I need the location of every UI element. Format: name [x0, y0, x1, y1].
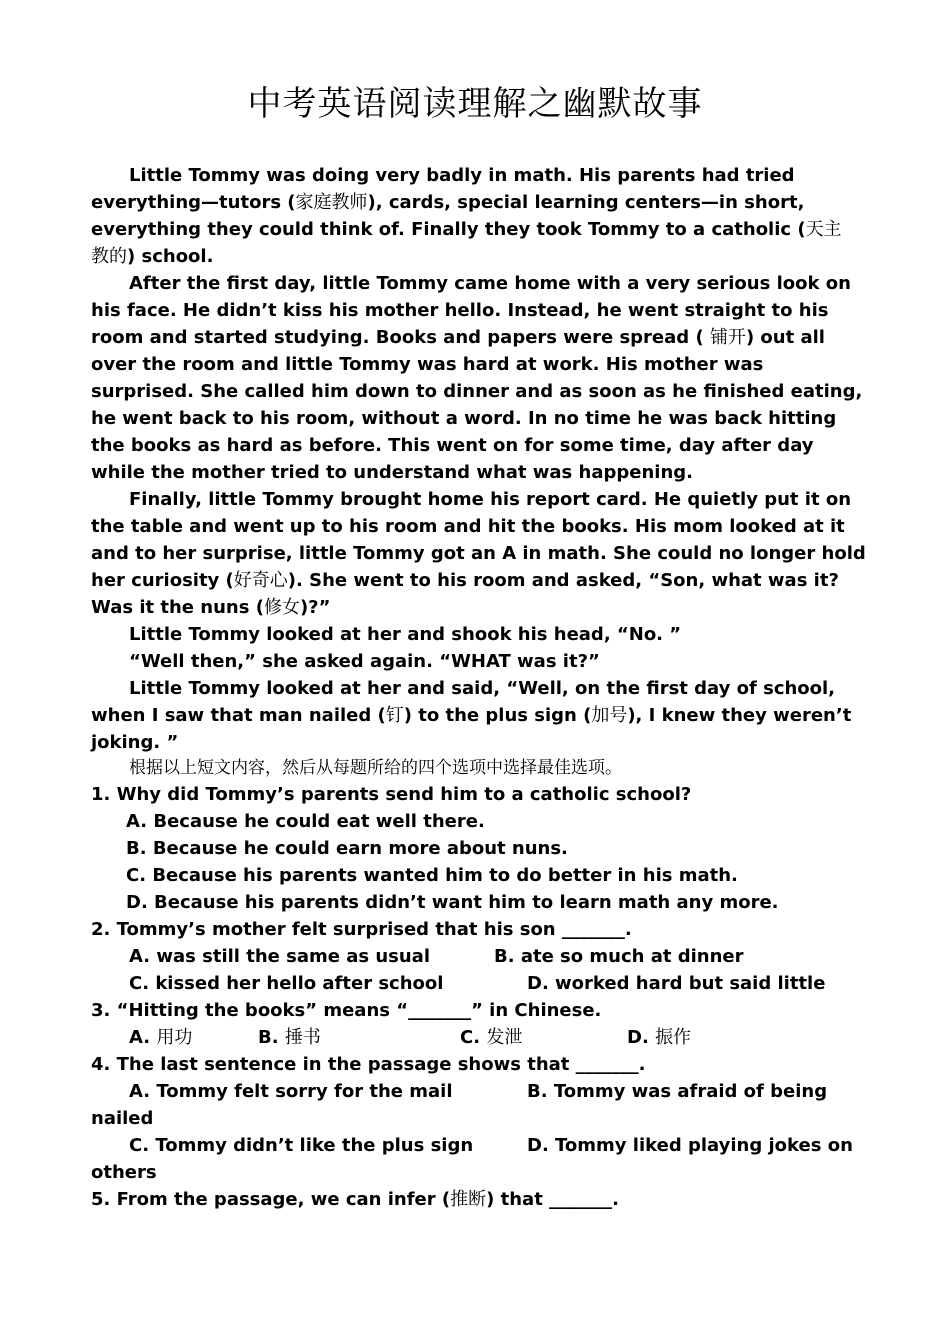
passage-line: the books as hard as before. This went on for some time, day after day: [91, 435, 814, 456]
instruction: 根据以上短文内容，然后从每题所给的四个选项中选择最佳选项。: [129, 758, 622, 778]
passage-line: Little Tommy looked at her and said, “Well, on the first day of school,: [129, 678, 836, 699]
passage-line: Was it the nuns (修女)?”: [91, 597, 331, 618]
question-option: A. Tommy felt sorry for the mail: [129, 1081, 453, 1102]
question-stem: 1. Why did Tommy’s parents send him to a catholic school?: [91, 784, 692, 805]
page-title: 中考英语阅读理解之幽默故事: [247, 84, 703, 124]
question-option: B. 捶书: [258, 1027, 321, 1048]
passage-line: Finally, little Tommy brought home his report card. He quietly put it on: [129, 489, 852, 510]
question-option: A. Because he could eat well there.: [126, 811, 485, 832]
question-option: C. Because his parents wanted him to do better in his math.: [126, 865, 738, 886]
question-option: B. Because he could earn more about nuns.: [126, 838, 568, 859]
question-option: A. 用功: [129, 1027, 193, 1048]
question-option: C. 发泄: [460, 1027, 523, 1048]
question-option: D. worked hard but said little: [527, 973, 826, 994]
passage-line: over the room and little Tommy was hard at work. His mother was: [91, 354, 764, 375]
passage-line: he went back to his room, without a word. In no time he was back hitting: [91, 408, 837, 429]
passage-line: Little Tommy looked at her and shook his head, “No. ”: [129, 624, 682, 645]
question-option: others: [91, 1162, 157, 1183]
question-option: C. Tommy didn’t like the plus sign: [129, 1135, 474, 1156]
passage-line: surprised. She called him down to dinner and as soon as he finished eating,: [91, 381, 863, 402]
passage-line: room and started studying. Books and papers were spread ( 铺开) out all: [91, 327, 825, 348]
question-stem: 2. Tommy’s mother felt surprised that his son _______.: [91, 919, 632, 940]
passage-line: the table and went up to his room and hit the books. His mom looked at it: [91, 516, 845, 537]
passage-line: and to her surprise, little Tommy got an A in math. She could no longer hold: [91, 543, 866, 564]
question-option: A. was still the same as usual: [129, 946, 430, 967]
question-option: D. 振作: [627, 1027, 692, 1048]
passage-line: joking. ”: [91, 732, 179, 753]
passage-line: 教的) school.: [91, 246, 214, 267]
passage-line: her curiosity (好奇心). She went to his room and asked, “Son, what was it?: [91, 570, 839, 591]
passage-line: while the mother tried to understand what was happening.: [91, 462, 693, 483]
passage-line: when I saw that man nailed (钉) to the plus sign (加号), I knew they weren’t: [91, 705, 852, 726]
question-option: D. Tommy liked playing jokes on: [527, 1135, 853, 1156]
question-option: nailed: [91, 1108, 154, 1129]
question-stem: 4. The last sentence in the passage shows that _______.: [91, 1054, 646, 1075]
passage-line: After the first day, little Tommy came home with a very serious look on: [129, 273, 851, 294]
question-option: D. Because his parents didn’t want him to learn math any more.: [126, 892, 779, 913]
passage-line: “Well then,” she asked again. “WHAT was it?”: [129, 651, 600, 672]
question-stem: 3. “Hitting the books” means “_______” in Chinese.: [91, 1000, 602, 1021]
passage-line: everything they could think of. Finally they took Tommy to a catholic (天主: [91, 219, 842, 240]
question-option: B. ate so much at dinner: [494, 946, 744, 967]
question-option: C. kissed her hello after school: [129, 973, 444, 994]
passage-line: everything—tutors (家庭教师), cards, special learning centers—in short,: [91, 192, 805, 213]
passage-line: his face. He didn’t kiss his mother hello. Instead, he went straight to his: [91, 300, 829, 321]
passage-line: Little Tommy was doing very badly in math. His parents had tried: [129, 165, 795, 186]
question-option: B. Tommy was afraid of being: [527, 1081, 828, 1102]
question-stem: 5. From the passage, we can infer (推断) that _______.: [91, 1189, 619, 1210]
